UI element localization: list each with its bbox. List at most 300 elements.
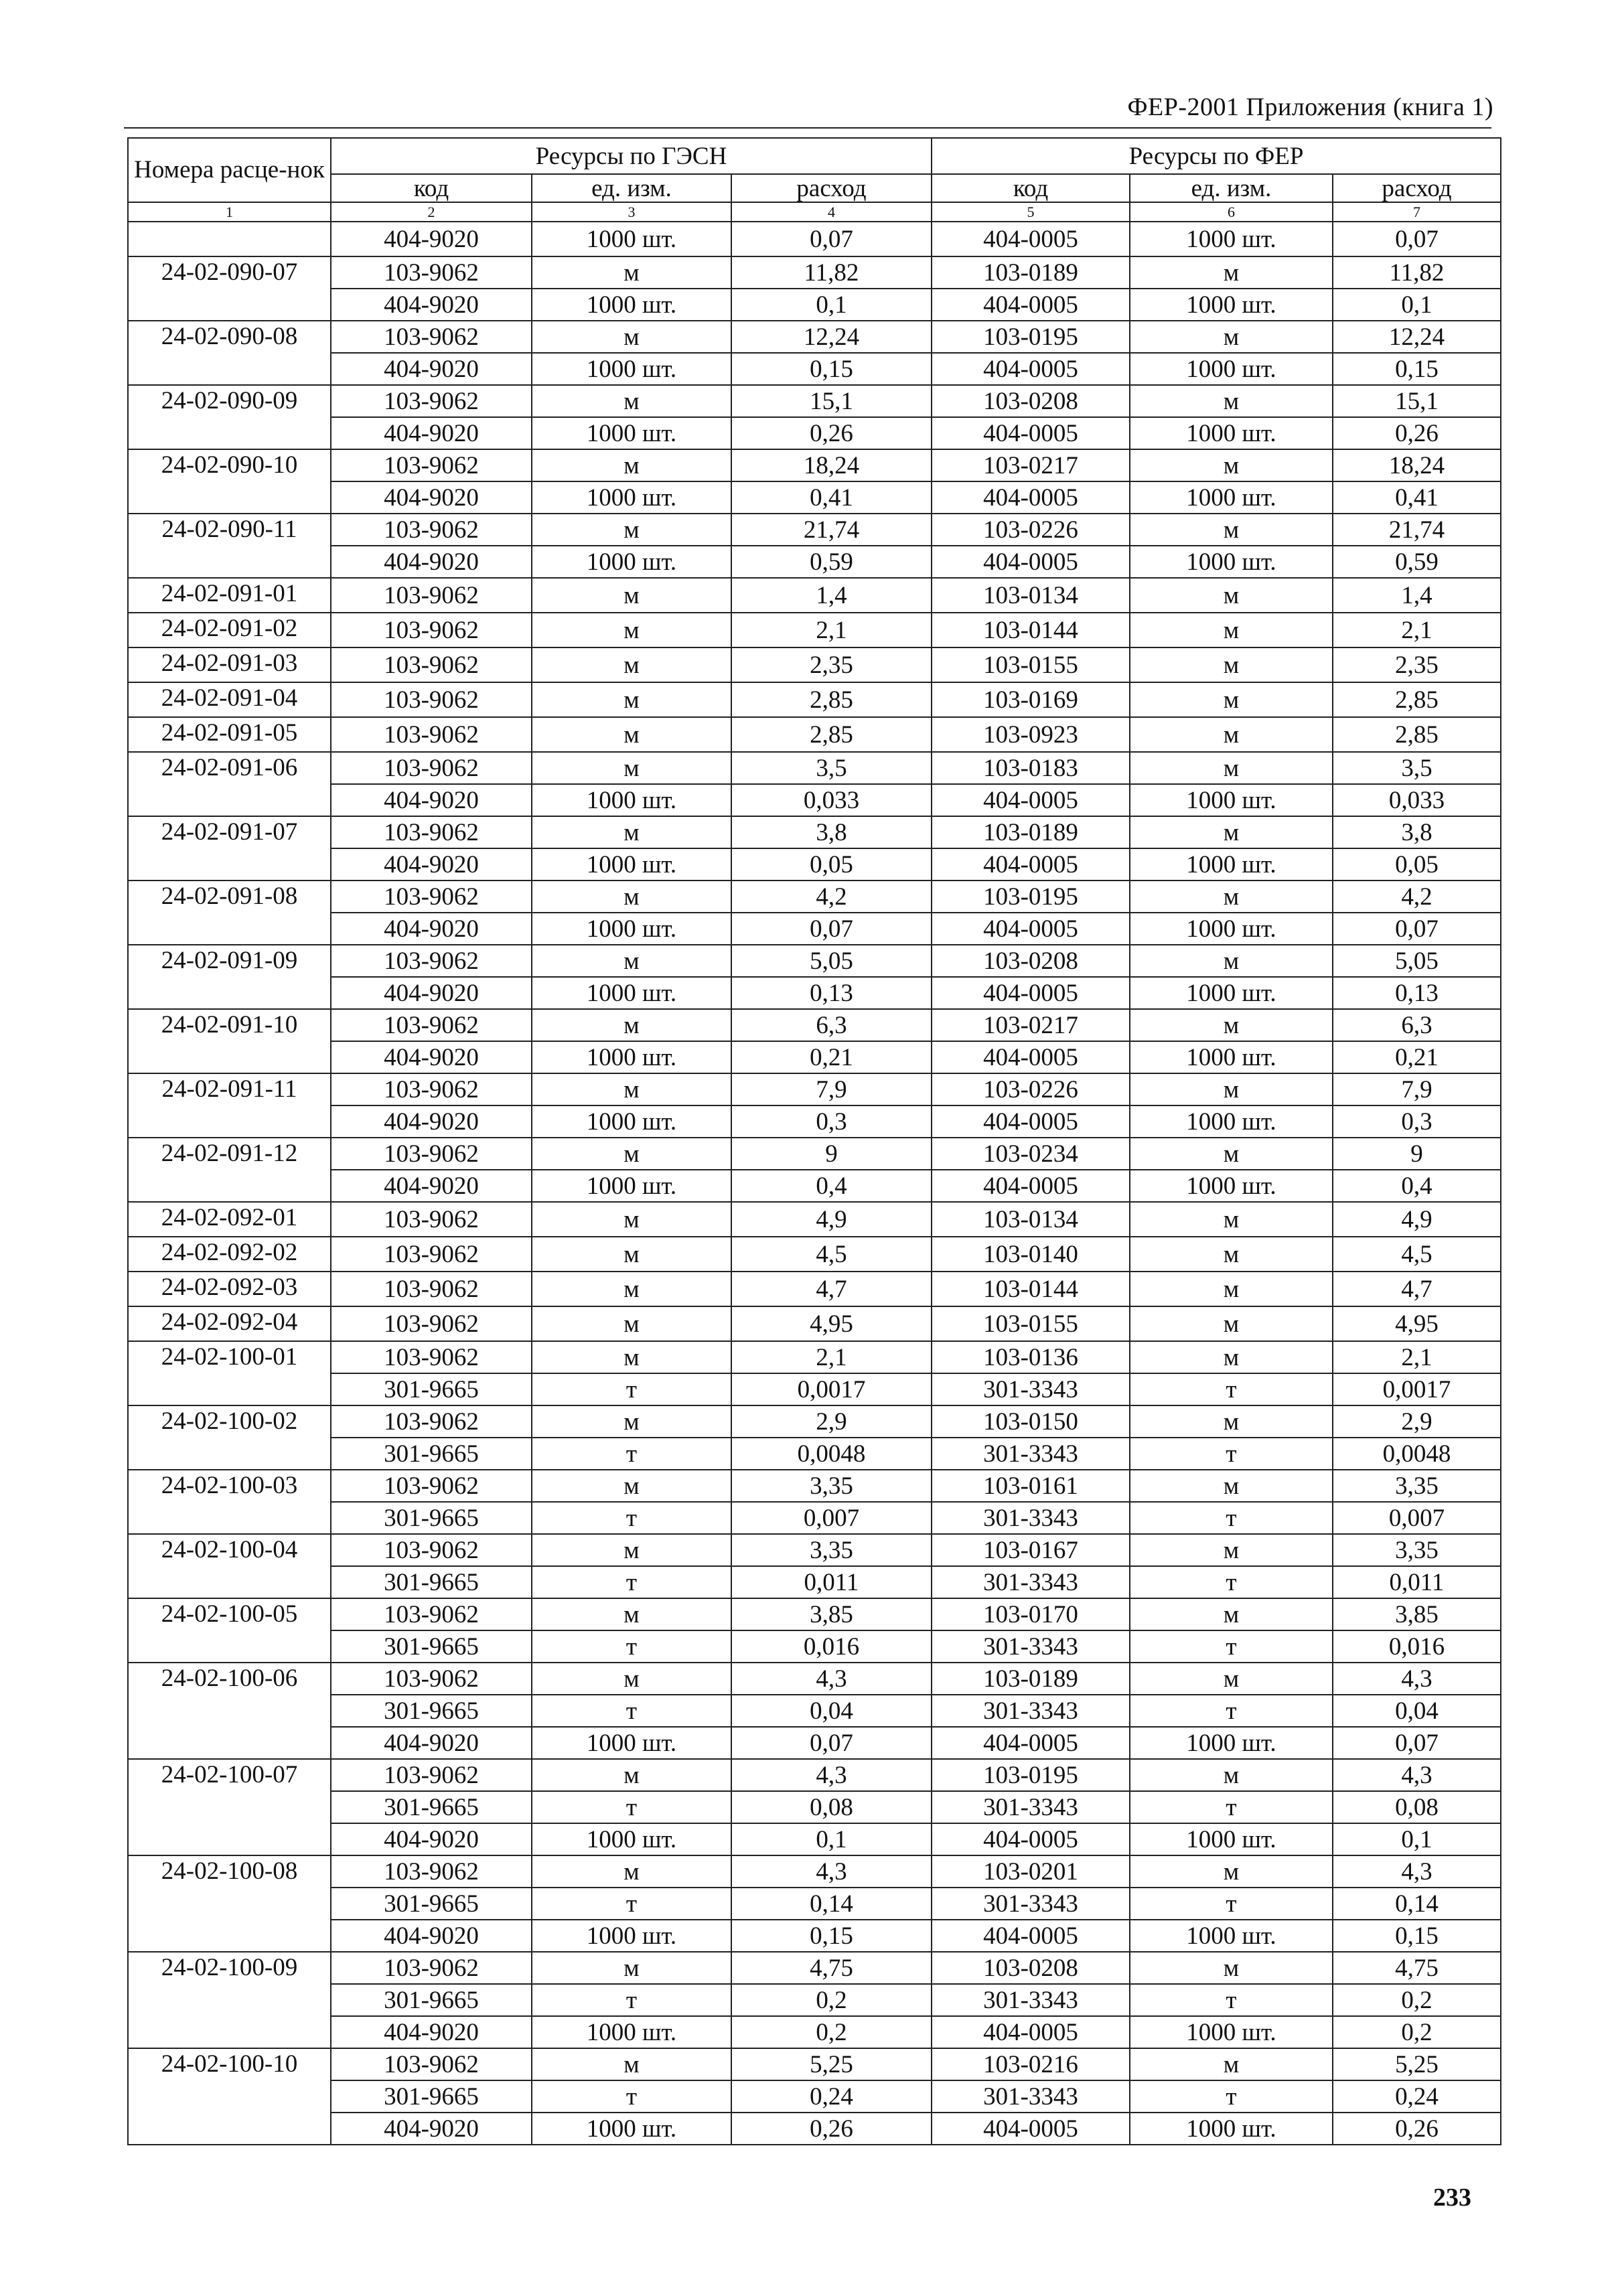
fer-unit-cell: м xyxy=(1130,1470,1333,1502)
rate-number-cell: 24-02-100-02 xyxy=(128,1405,331,1470)
rate-number-cell: 24-02-100-05 xyxy=(128,1598,331,1663)
gesn-unit-cell: 1000 шт. xyxy=(532,289,731,321)
fer-qty-cell: 11,82 xyxy=(1333,256,1501,289)
table-row xyxy=(128,1306,1501,1341)
gesn-code-cell: 404-9020 xyxy=(331,2016,532,2048)
fer-unit-cell: м xyxy=(1130,816,1333,848)
fer-qty-cell: 0,0017 xyxy=(1333,1373,1501,1405)
table-row xyxy=(128,1534,1501,1566)
fer-code-cell: 301-3343 xyxy=(932,1502,1130,1534)
gesn-code-cell: 404-9020 xyxy=(331,848,532,881)
fer-unit-cell: 1000 шт. xyxy=(1130,848,1333,881)
gesn-qty-cell: 0,15 xyxy=(731,1920,932,1952)
gesn-code-cell: 404-9020 xyxy=(331,353,532,385)
fer-unit-cell: т xyxy=(1130,1630,1333,1663)
table-row xyxy=(128,1855,1501,1888)
fer-unit-cell: т xyxy=(1130,1695,1333,1727)
fer-unit-cell: м xyxy=(1130,1306,1333,1341)
table-row xyxy=(128,1695,1501,1727)
fer-code-cell: 404-0005 xyxy=(932,353,1130,385)
gesn-code-cell: 103-9062 xyxy=(331,1073,532,1105)
gesn-unit-cell: м xyxy=(532,881,731,913)
gesn-qty-cell: 0,2 xyxy=(731,2016,932,2048)
fer-code-cell: 301-3343 xyxy=(932,1791,1130,1823)
fer-qty-cell: 4,3 xyxy=(1333,1759,1501,1791)
fer-code-cell: 103-0134 xyxy=(932,1202,1130,1237)
table-row xyxy=(128,1566,1501,1598)
gesn-unit-cell: т xyxy=(532,1373,731,1405)
fer-qty-cell: 21,74 xyxy=(1333,514,1501,546)
fer-qty-cell: 9 xyxy=(1333,1138,1501,1170)
table-row xyxy=(128,1791,1501,1823)
gesn-unit-cell: 1000 шт. xyxy=(532,2113,731,2145)
fer-qty-cell: 4,3 xyxy=(1333,1855,1501,1888)
gesn-qty-cell: 0,007 xyxy=(731,1502,932,1534)
fer-qty-cell: 6,3 xyxy=(1333,1009,1501,1041)
gesn-unit-cell: м xyxy=(532,1306,731,1341)
fer-code-cell: 103-0140 xyxy=(932,1237,1130,1272)
fer-code-cell: 301-3343 xyxy=(932,2080,1130,2113)
table-row xyxy=(128,2016,1501,2048)
fer-unit-cell: м xyxy=(1130,945,1333,977)
gesn-code-cell: 103-9062 xyxy=(331,1306,532,1341)
rate-number-cell: 24-02-090-10 xyxy=(128,449,331,514)
fer-qty-cell: 4,7 xyxy=(1333,1272,1501,1306)
column-number: 1 xyxy=(128,202,331,222)
gesn-code-cell: 103-9062 xyxy=(331,1470,532,1502)
fer-code-cell: 103-0216 xyxy=(932,2048,1130,2080)
gesn-unit-cell: 1000 шт. xyxy=(532,913,731,945)
gesn-code-cell: 103-9062 xyxy=(331,945,532,977)
table-row xyxy=(128,1598,1501,1630)
fer-code-cell: 301-3343 xyxy=(932,1566,1130,1598)
gesn-qty-cell: 0,59 xyxy=(731,546,932,578)
fer-code-cell: 404-0005 xyxy=(932,1823,1130,1855)
fer-unit-cell: м xyxy=(1130,449,1333,481)
table-row xyxy=(128,385,1501,417)
table-row xyxy=(128,1009,1501,1041)
gesn-unit-cell: 1000 шт. xyxy=(532,1920,731,1952)
gesn-unit-cell: м xyxy=(532,1534,731,1566)
gesn-qty-cell: 0,4 xyxy=(731,1170,932,1202)
fer-qty-cell: 4,3 xyxy=(1333,1663,1501,1695)
fer-unit-cell: м xyxy=(1130,578,1333,613)
fer-code-cell: 301-3343 xyxy=(932,1373,1130,1405)
column-number: 7 xyxy=(1333,202,1501,222)
table-row xyxy=(128,682,1501,717)
fer-qty-cell: 2,1 xyxy=(1333,1341,1501,1373)
fer-code-cell: 301-3343 xyxy=(932,1888,1130,1920)
fer-unit-cell: м xyxy=(1130,321,1333,353)
gesn-code-cell: 404-9020 xyxy=(331,222,532,256)
fer-unit-cell: т xyxy=(1130,1373,1333,1405)
rate-number-cell: 24-02-100-09 xyxy=(128,1952,331,2048)
gesn-code-cell: 301-9665 xyxy=(331,1984,532,2016)
gesn-unit-cell: м xyxy=(532,752,731,784)
fer-unit-cell: м xyxy=(1130,1272,1333,1306)
gesn-unit-cell: м xyxy=(532,1598,731,1630)
fer-unit-cell: м xyxy=(1130,1598,1333,1630)
rate-number-cell xyxy=(128,222,331,256)
fer-unit-cell: т xyxy=(1130,1566,1333,1598)
gesn-qty-cell: 2,35 xyxy=(731,647,932,682)
fer-unit-cell: м xyxy=(1130,514,1333,546)
table-row xyxy=(128,1759,1501,1791)
rate-number-cell: 24-02-091-11 xyxy=(128,1073,331,1138)
fer-code-cell: 404-0005 xyxy=(932,289,1130,321)
gesn-code-cell: 103-9062 xyxy=(331,1598,532,1630)
rates-column-header xyxy=(128,138,331,202)
gesn-unit-cell: м xyxy=(532,613,731,647)
fer-qty-cell: 4,9 xyxy=(1333,1202,1501,1237)
gesn-code-cell: 103-9062 xyxy=(331,682,532,717)
gesn-code-cell: 103-9062 xyxy=(331,578,532,613)
gesn-unit-cell: 1000 шт. xyxy=(532,1041,731,1073)
fer-unit-cell: м xyxy=(1130,1009,1333,1041)
fer-unit-cell: м xyxy=(1130,1202,1333,1237)
gesn-unit-cell: м xyxy=(532,321,731,353)
rates-header-label: Номера расце-нок xyxy=(134,155,325,183)
gesn-qty-cell: 0,41 xyxy=(731,481,932,514)
gesn-code-cell: 103-9062 xyxy=(331,256,532,289)
fer-code-cell: 103-0183 xyxy=(932,752,1130,784)
table-row xyxy=(128,1202,1501,1237)
fer-qty-cell: 0,011 xyxy=(1333,1566,1501,1598)
gesn-code-cell: 103-9062 xyxy=(331,1952,532,1984)
fer-qty-cell: 4,2 xyxy=(1333,881,1501,913)
gesn-unit-cell: м xyxy=(532,1759,731,1791)
table-row xyxy=(128,1105,1501,1138)
gesn-unit-cell: м xyxy=(532,2048,731,2080)
rate-number-cell: 24-02-092-04 xyxy=(128,1306,331,1341)
table-row xyxy=(128,1170,1501,1202)
rate-number-cell: 24-02-100-08 xyxy=(128,1855,331,1952)
gesn-code-cell: 301-9665 xyxy=(331,1630,532,1663)
rate-number-cell: 24-02-090-07 xyxy=(128,256,331,321)
rate-number-cell: 24-02-090-09 xyxy=(128,385,331,449)
table-row xyxy=(128,784,1501,816)
table-row xyxy=(128,546,1501,578)
table-row xyxy=(128,289,1501,321)
gesn-qty-cell: 21,74 xyxy=(731,514,932,546)
fer-unit-cell: 1000 шт. xyxy=(1130,481,1333,514)
gesn-qty-cell: 4,7 xyxy=(731,1272,932,1306)
table-row xyxy=(128,945,1501,977)
fer-code-cell: 103-0144 xyxy=(932,613,1130,647)
fer-code-cell: 404-0005 xyxy=(932,546,1130,578)
fer-unit-cell: т xyxy=(1130,1502,1333,1534)
fer-qty-cell: 0,016 xyxy=(1333,1630,1501,1663)
gesn-code-cell: 103-9062 xyxy=(331,816,532,848)
gesn-qty-cell: 9 xyxy=(731,1138,932,1170)
gesn-qty-cell: 0,0048 xyxy=(731,1438,932,1470)
fer-unit-cell: м xyxy=(1130,881,1333,913)
gesn-code-cell: 103-9062 xyxy=(331,1272,532,1306)
gesn-code-cell: 103-9062 xyxy=(331,1534,532,1566)
fer-group-header: Ресурсы по ФЕР xyxy=(932,138,1501,174)
rate-number-cell: 24-02-091-03 xyxy=(128,647,331,682)
table-row xyxy=(128,1341,1501,1373)
fer-code-cell: 404-0005 xyxy=(932,1170,1130,1202)
fer-unit-cell: 1000 шт. xyxy=(1130,353,1333,385)
table-row xyxy=(128,913,1501,945)
column-number: 6 xyxy=(1130,202,1333,222)
gesn-unit-cell: м xyxy=(532,1405,731,1438)
gesn-qty-cell: 4,5 xyxy=(731,1237,932,1272)
fer-qty-cell: 1,4 xyxy=(1333,578,1501,613)
fer-unit-cell: 1000 шт. xyxy=(1130,417,1333,449)
rate-number-cell: 24-02-091-01 xyxy=(128,578,331,613)
gesn-code-cell: 103-9062 xyxy=(331,514,532,546)
gesn-code-cell: 103-9062 xyxy=(331,647,532,682)
fer-unit-cell: м xyxy=(1130,752,1333,784)
fer-qty-cell: 0,15 xyxy=(1333,1920,1501,1952)
fer-qty-cell: 3,8 xyxy=(1333,816,1501,848)
fer-code-header: код xyxy=(932,174,1130,202)
fer-code-cell: 103-0155 xyxy=(932,1306,1130,1341)
fer-unit-cell: т xyxy=(1130,1438,1333,1470)
gesn-code-cell: 103-9062 xyxy=(331,717,532,752)
fer-qty-cell: 0,07 xyxy=(1333,222,1501,256)
fer-code-cell: 103-0189 xyxy=(932,816,1130,848)
fer-qty-cell: 2,1 xyxy=(1333,613,1501,647)
fer-code-cell: 103-0189 xyxy=(932,1663,1130,1695)
table-row xyxy=(128,578,1501,613)
fer-qty-cell: 0,21 xyxy=(1333,1041,1501,1073)
gesn-code-cell: 301-9665 xyxy=(331,1373,532,1405)
gesn-qty-cell: 0,24 xyxy=(731,2080,932,2113)
fer-unit-cell: м xyxy=(1130,1138,1333,1170)
gesn-code-cell: 103-9062 xyxy=(331,613,532,647)
fer-code-cell: 301-3343 xyxy=(932,1438,1130,1470)
fer-unit-cell: т xyxy=(1130,1984,1333,2016)
gesn-unit-cell: м xyxy=(532,1009,731,1041)
gesn-unit-cell: 1000 шт. xyxy=(532,546,731,578)
gesn-unit-cell: м xyxy=(532,945,731,977)
fer-qty-header: расход xyxy=(1333,174,1501,202)
rate-number-cell: 24-02-100-04 xyxy=(128,1534,331,1598)
rate-number-cell: 24-02-092-02 xyxy=(128,1237,331,1272)
gesn-code-cell: 103-9062 xyxy=(331,449,532,481)
fer-code-cell: 404-0005 xyxy=(932,481,1130,514)
fer-qty-cell: 0,1 xyxy=(1333,1823,1501,1855)
fer-code-cell: 103-0226 xyxy=(932,1073,1130,1105)
fer-qty-cell: 0,08 xyxy=(1333,1791,1501,1823)
fer-qty-cell: 0,04 xyxy=(1333,1695,1501,1727)
gesn-code-cell: 301-9665 xyxy=(331,1695,532,1727)
gesn-qty-cell: 18,24 xyxy=(731,449,932,481)
gesn-code-cell: 404-9020 xyxy=(331,784,532,816)
fer-code-cell: 404-0005 xyxy=(932,848,1130,881)
gesn-qty-cell: 4,95 xyxy=(731,1306,932,1341)
fer-code-cell: 404-0005 xyxy=(932,1041,1130,1073)
rate-number-cell: 24-02-091-10 xyxy=(128,1009,331,1073)
fer-code-cell: 103-0161 xyxy=(932,1470,1130,1502)
rate-number-cell: 24-02-100-01 xyxy=(128,1341,331,1405)
fer-code-cell: 301-3343 xyxy=(932,1630,1130,1663)
fer-code-cell: 103-0217 xyxy=(932,1009,1130,1041)
fer-unit-cell: 1000 шт. xyxy=(1130,1727,1333,1759)
fer-qty-cell: 4,5 xyxy=(1333,1237,1501,1272)
gesn-code-cell: 103-9062 xyxy=(331,321,532,353)
table-row xyxy=(128,1888,1501,1920)
gesn-qty-cell: 0,04 xyxy=(731,1695,932,1727)
fer-code-cell: 404-0005 xyxy=(932,222,1130,256)
fer-code-cell: 103-0226 xyxy=(932,514,1130,546)
gesn-unit-cell: м xyxy=(532,1073,731,1105)
fer-unit-cell: 1000 шт. xyxy=(1130,1105,1333,1138)
gesn-unit-cell: м xyxy=(532,682,731,717)
gesn-qty-cell: 0,07 xyxy=(731,913,932,945)
gesn-qty-cell: 0,0017 xyxy=(731,1373,932,1405)
table-row xyxy=(128,1373,1501,1405)
rate-number-cell: 24-02-091-05 xyxy=(128,717,331,752)
fer-unit-cell: м xyxy=(1130,1663,1333,1695)
gesn-code-cell: 404-9020 xyxy=(331,1727,532,1759)
gesn-code-cell: 103-9062 xyxy=(331,1405,532,1438)
table-row xyxy=(128,256,1501,289)
fer-qty-cell: 0,033 xyxy=(1333,784,1501,816)
table-row xyxy=(128,1073,1501,1105)
gesn-code-cell: 301-9665 xyxy=(331,1791,532,1823)
gesn-code-cell: 404-9020 xyxy=(331,481,532,514)
gesn-unit-cell: 1000 шт. xyxy=(532,1105,731,1138)
fer-unit-cell: т xyxy=(1130,1791,1333,1823)
rate-number-cell: 24-02-100-03 xyxy=(128,1470,331,1534)
fer-qty-cell: 2,35 xyxy=(1333,647,1501,682)
table-row xyxy=(128,449,1501,481)
gesn-unit-cell: 1000 шт. xyxy=(532,977,731,1009)
rate-number-cell: 24-02-091-02 xyxy=(128,613,331,647)
gesn-unit-cell: м xyxy=(532,1952,731,1984)
fer-unit-cell: 1000 шт. xyxy=(1130,1920,1333,1952)
gesn-qty-cell: 0,14 xyxy=(731,1888,932,1920)
fer-unit-cell: м xyxy=(1130,1341,1333,1373)
gesn-unit-cell: 1000 шт. xyxy=(532,1170,731,1202)
gesn-code-cell: 301-9665 xyxy=(331,1888,532,1920)
rate-number-cell: 24-02-091-04 xyxy=(128,682,331,717)
fer-code-cell: 103-0208 xyxy=(932,1952,1130,1984)
table-row xyxy=(128,353,1501,385)
table-row xyxy=(128,2113,1501,2145)
rate-number-cell: 24-02-100-06 xyxy=(128,1663,331,1759)
gesn-qty-cell: 11,82 xyxy=(731,256,932,289)
fer-qty-cell: 12,24 xyxy=(1333,321,1501,353)
gesn-code-cell: 301-9665 xyxy=(331,2080,532,2113)
gesn-qty-cell: 0,1 xyxy=(731,289,932,321)
rate-number-cell: 24-02-100-10 xyxy=(128,2048,331,2145)
table-head xyxy=(128,138,1501,222)
column-number-row xyxy=(128,202,1501,222)
table-row xyxy=(128,1984,1501,2016)
gesn-unit-cell: 1000 шт. xyxy=(532,1823,731,1855)
fer-code-cell: 103-0134 xyxy=(932,578,1130,613)
fer-qty-cell: 0,26 xyxy=(1333,2113,1501,2145)
rate-number-cell: 24-02-091-08 xyxy=(128,881,331,945)
gesn-qty-cell: 3,85 xyxy=(731,1598,932,1630)
gesn-qty-cell: 0,1 xyxy=(731,1823,932,1855)
gesn-unit-cell: м xyxy=(532,816,731,848)
fer-code-cell: 103-0144 xyxy=(932,1272,1130,1306)
fer-unit-cell: 1000 шт. xyxy=(1130,2016,1333,2048)
table-row xyxy=(128,1405,1501,1438)
fer-unit-cell: м xyxy=(1130,1073,1333,1105)
gesn-qty-cell: 4,2 xyxy=(731,881,932,913)
gesn-unit-cell: т xyxy=(532,1695,731,1727)
fer-unit-cell: м xyxy=(1130,682,1333,717)
fer-code-cell: 404-0005 xyxy=(932,417,1130,449)
table-row xyxy=(128,1920,1501,1952)
gesn-qty-cell: 2,85 xyxy=(731,717,932,752)
fer-code-cell: 103-0208 xyxy=(932,945,1130,977)
gesn-unit-cell: м xyxy=(532,1855,731,1888)
fer-qty-cell: 2,85 xyxy=(1333,682,1501,717)
gesn-code-cell: 103-9062 xyxy=(331,1341,532,1373)
gesn-code-cell: 404-9020 xyxy=(331,977,532,1009)
fer-unit-cell: м xyxy=(1130,717,1333,752)
fer-unit-cell: м xyxy=(1130,256,1333,289)
gesn-qty-cell: 7,9 xyxy=(731,1073,932,1105)
table-row xyxy=(128,1663,1501,1695)
rate-number-cell: 24-02-090-08 xyxy=(128,321,331,385)
gesn-qty-cell: 15,1 xyxy=(731,385,932,417)
gesn-code-cell: 404-9020 xyxy=(331,913,532,945)
table-row xyxy=(128,1727,1501,1759)
fer-qty-cell: 2,85 xyxy=(1333,717,1501,752)
gesn-code-cell: 404-9020 xyxy=(331,546,532,578)
table-row xyxy=(128,417,1501,449)
gesn-qty-cell: 2,85 xyxy=(731,682,932,717)
gesn-unit-cell: м xyxy=(532,1470,731,1502)
fer-qty-cell: 0,07 xyxy=(1333,913,1501,945)
column-number: 2 xyxy=(331,202,532,222)
gesn-qty-cell: 2,1 xyxy=(731,1341,932,1373)
gesn-unit-cell: т xyxy=(532,2080,731,2113)
gesn-unit-cell: 1000 шт. xyxy=(532,784,731,816)
fer-code-cell: 103-0150 xyxy=(932,1405,1130,1438)
table-row xyxy=(128,977,1501,1009)
fer-code-cell: 404-0005 xyxy=(932,977,1130,1009)
fer-qty-cell: 0,24 xyxy=(1333,2080,1501,2113)
table-row xyxy=(128,1952,1501,1984)
table-row xyxy=(128,816,1501,848)
table-body xyxy=(128,222,1501,2145)
table-row xyxy=(128,2080,1501,2113)
gesn-unit-cell: 1000 шт. xyxy=(532,417,731,449)
gesn-qty-cell: 0,15 xyxy=(731,353,932,385)
fer-code-cell: 103-0201 xyxy=(932,1855,1130,1888)
gesn-unit-cell: м xyxy=(532,514,731,546)
fer-qty-cell: 0,007 xyxy=(1333,1502,1501,1534)
gesn-code-cell: 404-9020 xyxy=(331,1105,532,1138)
gesn-unit-cell: 1000 шт. xyxy=(532,848,731,881)
fer-qty-cell: 18,24 xyxy=(1333,449,1501,481)
fer-qty-cell: 0,59 xyxy=(1333,546,1501,578)
fer-qty-cell: 5,05 xyxy=(1333,945,1501,977)
fer-qty-cell: 0,13 xyxy=(1333,977,1501,1009)
gesn-code-cell: 404-9020 xyxy=(331,1041,532,1073)
gesn-code-cell: 103-9062 xyxy=(331,1237,532,1272)
fer-qty-cell: 3,5 xyxy=(1333,752,1501,784)
gesn-qty-cell: 0,13 xyxy=(731,977,932,1009)
gesn-qty-cell: 2,1 xyxy=(731,613,932,647)
gesn-qty-cell: 0,011 xyxy=(731,1566,932,1598)
gesn-unit-cell: м xyxy=(532,1663,731,1695)
gesn-qty-cell: 0,26 xyxy=(731,2113,932,2145)
gesn-qty-cell: 3,35 xyxy=(731,1534,932,1566)
fer-qty-cell: 0,0048 xyxy=(1333,1438,1501,1470)
fer-unit-cell: м xyxy=(1130,647,1333,682)
